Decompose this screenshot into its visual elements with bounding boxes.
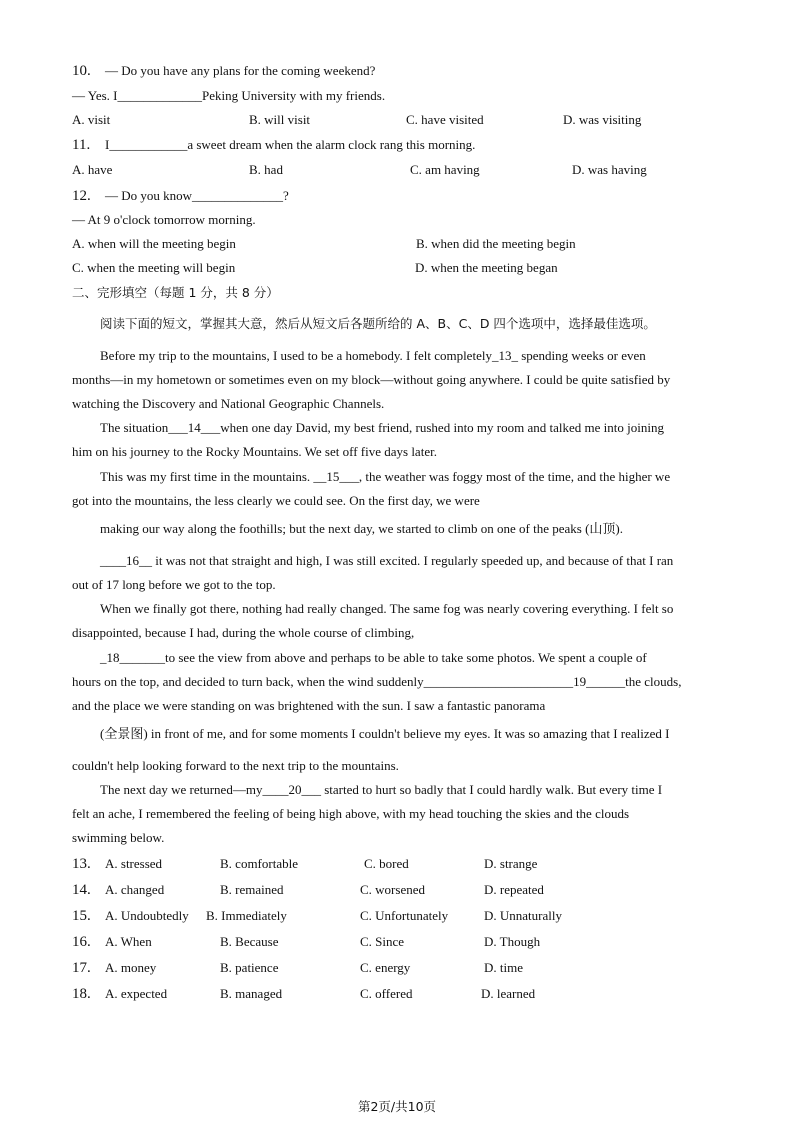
passage-line: hours on the top, and decided to turn back, when the wind suddenly_______________________19______the clouds, [72,674,682,689]
choice-option-c: C. Unfortunately [360,908,449,923]
q12-stem: — Do you know______________? [105,188,289,203]
q11-option-a: A. have [72,162,113,177]
choice-option-a: A. money [105,960,157,975]
q11-stem-line [72,137,475,153]
q11-option-d: D. was having [572,162,647,177]
choice-option-b: B. patience [220,960,279,975]
choice-option-c: C. worsened [360,882,425,897]
choice-option-a: A. expected [105,986,168,1001]
choice-row [72,986,167,1002]
choice-option-a: A. stressed [105,856,163,871]
choice-row [72,856,162,872]
q11-option-b: B. had [249,162,283,177]
q10-option-c: C. have visited [406,112,484,127]
choice-option-b: B. comfortable [220,856,298,871]
q12-option-c: C. when the meeting will begin [72,260,236,275]
choice-option-d: D. strange [484,856,538,871]
passage-line: This was my first time in the mountains. __15___, the weather was foggy most of the time, and the higher we [100,469,671,484]
passage-line: him on his journey to the Rocky Mountains. We set off five days later. [72,444,437,459]
choice-number: 16. [72,934,91,950]
passage-line: ____16__ it was not that straight and high, I was still excited. I regularly speeded up, and because of that I ran [100,553,674,568]
q10-option-b: B. will visit [249,112,311,127]
page-footer: 第2页/共10页 [357,1099,437,1114]
choice-option-b: B. Because [220,934,279,949]
q12-option-b: B. when did the meeting begin [416,236,576,251]
choice-row [72,934,152,950]
passage-line: disappointed, because I had, during the whole course of climbing, [72,625,415,640]
passage-line: felt an ache, I remembered the feeling of being high above, with my head touching the skies and the clouds [72,806,630,821]
q12-number: 12. [72,188,91,204]
passage-line: The next day we returned—my____20___ started to hurt so badly that I could hardly walk. But every time I [100,782,663,797]
choice-row [72,882,164,898]
choice-option-c: C. energy [360,960,411,975]
choice-option-d: D. time [484,960,523,975]
choice-row [72,960,156,976]
passage-line: couldn't help looking forward to the next trip to the mountains. [72,758,399,773]
q10-option-a: A. visit [72,112,111,127]
choice-option-b: B. managed [220,986,283,1001]
q11-option-c: C. am having [410,162,480,177]
q12-option-d: D. when the meeting began [415,260,558,275]
choice-option-d: D. learned [481,986,536,1001]
choice-option-c: C. offered [360,986,413,1001]
passage-line: and the place we were standing on was brightened with the sun. I saw a fantastic panorama [72,698,546,713]
choice-option-a: A. Undoubtedly [105,908,189,923]
q12-reply: — At 9 o'clock tomorrow morning. [72,212,256,227]
choice-option-d: D. Though [484,934,541,949]
choice-number: 17. [72,960,91,976]
q10-stem: — Do you have any plans for the coming weekend? [105,63,376,78]
q10-stem-line [72,63,375,79]
choice-option-b: B. remained [220,882,284,897]
choice-option-a: A. changed [105,882,165,897]
passage-line: Before my trip to the mountains, I used to be a homebody. I felt completely_13_ spending weeks or even [100,348,646,363]
q10-option-d: D. was visiting [563,112,642,127]
choice-number: 18. [72,986,91,1002]
choice-row [72,908,189,924]
choice-option-d: D. Unnaturally [484,908,562,923]
section2-instruction: 阅读下面的短文，掌握其大意，然后从短文后各题所给的 A、B、C、D 四个选项中，选择最佳选项。 [100,316,656,331]
choice-option-d: D. repeated [484,882,544,897]
choice-number: 14. [72,882,91,898]
passage-line: months—in my hometown or sometimes even on my block—without going anywhere. I could be quite satisfied by [72,372,671,387]
passage-line: making our way along the foothills; but the next day, we started to climb on one of the peaks (山顶). [100,521,624,536]
q11-number: 11. [72,137,91,153]
choice-option-c: C. bored [364,856,409,871]
q11-stem: I____________a sweet dream when the alarm clock rang this morning. [105,137,476,152]
q10-number: 10. [72,63,91,79]
passage-line: out of 17 long before we got to the top. [72,577,276,592]
passage-line: (全景图) in front of me, and for some moments I couldn't believe my eyes. It was so amazing that I realized I [100,726,670,741]
choice-option-b: B. Immediately [206,908,287,923]
q10-reply: — Yes. I_____________Peking University with my friends. [72,88,386,103]
choice-number: 15. [72,908,91,924]
q12-stem-line [72,188,289,204]
passage-line: swimming below. [72,830,165,845]
choice-option-a: A. When [105,934,152,949]
choice-number: 13. [72,856,91,872]
passage-line: got into the mountains, the less clearly we could see. On the first day, we were [72,493,480,508]
passage-line: The situation___14___when one day David, my best friend, rushed into my room and talked me into joining [100,420,664,435]
choice-option-c: C. Since [360,934,405,949]
passage-line: watching the Discovery and National Geographic Channels. [72,396,385,411]
passage-line: When we finally got there, nothing had really changed. The same fog was nearly covering everything. I felt so [100,601,674,616]
section2-title: 二、完形填空（每题 1 分，共 8 分） [72,285,279,300]
q12-option-a: A. when will the meeting begin [72,236,236,251]
passage-line: _18_______to see the view from above and perhaps to be able to take some photos. We spent a couple of [100,650,647,665]
